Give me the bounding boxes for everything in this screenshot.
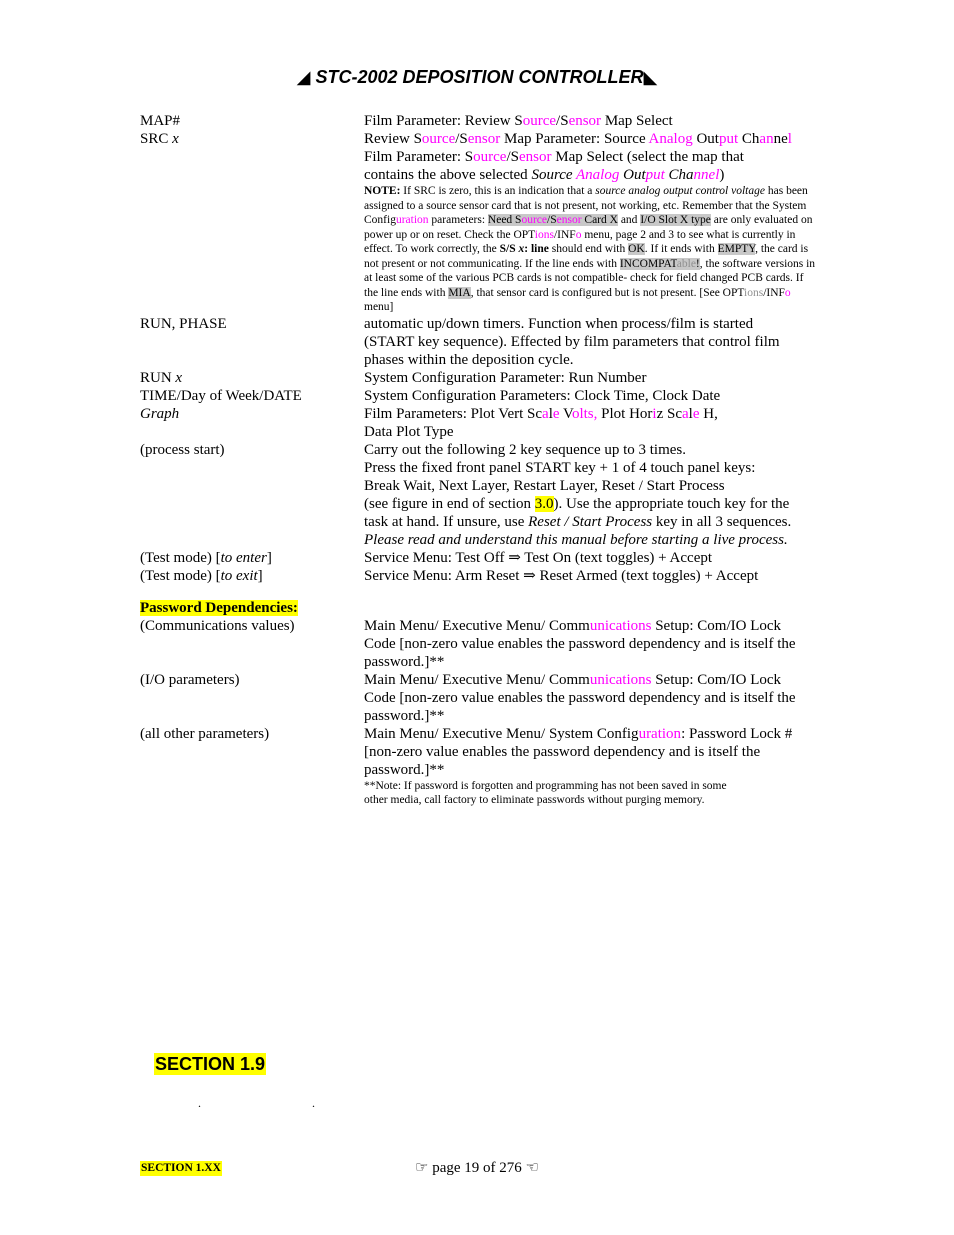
row-io xyxy=(140,671,820,725)
def-map: Film Parameter: Review Source/Sensor Map Select xyxy=(364,113,673,129)
row-other xyxy=(140,725,820,808)
row-time xyxy=(140,387,820,405)
term-map: MAP# xyxy=(140,113,181,129)
parameter-table xyxy=(140,112,820,808)
password-note: **Note: If password is forgotten and programming has not been saved in some other media, call factory to eliminate passwords without purging memory. xyxy=(364,779,727,806)
page-number-text: page 19 of 276 xyxy=(432,1160,522,1176)
page-number xyxy=(0,1159,954,1177)
term-graph: Graph xyxy=(140,405,180,422)
src-note: NOTE: If SRC is zero, this is an indication that a source analog output control voltage has been assigned to a source sensor card that is not present, not working, etc. Remember that the System Configuration parameters: Need Source/Sensor Card X and I/O Slot X type are only evaluated on power up or on reset. Check the OPTions/INFo menu, page 2 and 3 to see what is currently in effect. To work correctly, the S/S x: line should end with OK. If it ends with EMPTY, the card is not present or not communicating. If the line ends with INCOMPATable!, the software versions in at least some of the various PCB cards is not compatible- check for field changed PCB cards. If the line ends with MIA, that sensor card is configured but is not present. [See OPTions/INFo menu] xyxy=(364,185,816,313)
term-src: SRC x xyxy=(140,131,179,147)
pointing-left-hand-icon: ☜ xyxy=(525,1160,539,1176)
footer-section-label: SECTION 1.XX xyxy=(141,1162,221,1174)
def-test-exit: Service Menu: Arm Reset ⇒ Reset Armed (text toggles) + Accept xyxy=(364,567,759,584)
def-comm: Main Menu/ Executive Menu/ Communications Setup: Com/IO Lock Code [non-zero value enables the password dependency and is itself the password.]** xyxy=(364,617,796,670)
def-graph: Film Parameters: Plot Vert Scale Volts, Plot Horiz Scale H, Data Plot Type xyxy=(364,405,718,440)
def-io: Main Menu/ Executive Menu/ Communications Setup: Com/IO Lock Code [non-zero value enables the password dependency and is itself the password.]** xyxy=(364,671,796,724)
row-run-phase xyxy=(140,315,820,369)
term-run-x: RUN x xyxy=(140,369,183,386)
row-test-enter xyxy=(140,549,820,567)
def-other: Main Menu/ Executive Menu/ System Configuration: Password Lock # [non-zero value enables the password dependency and is itself the password.]** **Note: If password is forgotten and programming has not been saved in some other media, call factory to eliminate passwords without purging memory. xyxy=(364,725,816,808)
term-process-start: (process start) xyxy=(140,441,225,458)
def-src: Review Source/Sensor Map Parameter: Source Analog Output Channel Film Parameter: Source/Sensor Map Select (select the map that contains the above selected Source Analog Output Channel) NOTE: If SRC is zero, this is an indication that a source analog output control voltage has been assigned to a source sensor card that is not present, not working, etc. Remember that the System Configuration parameters: Need Source/Sensor Card X and I/O Slot X type are only evaluated on power up or on reset. Check the OPTions/INFo menu, page 2 and 3 to see what is currently in effect. To work correctly, the S/S x: line should end with OK. If it ends with EMPTY, the card is not present or not communicating. If the line ends with INCOMPATable!, the software versions in at least some of the various PCB cards is not compatible- check for field changed PCB cards. If the line ends with MIA, that sensor card is configured but is not present. [See OPTions/INFo menu] xyxy=(364,131,816,313)
document-title: STC-2002 DEPOSITION CONTROLLER xyxy=(315,67,644,87)
term-comm: (Communications values) xyxy=(140,617,295,634)
row-src xyxy=(140,130,820,315)
def-process-start: Carry out the following 2 key sequence up to 3 times. Press the fixed front panel START key + 1 of 4 touch panel keys: Break Wait, Next Layer, Restart Layer, Reset / Start Process (see figure in end of section 3.0). Use the appropriate touch key for the task at hand. If unsure, use Reset / Start Process key in all 3 sequences. Please read and understand this manual before starting a live process. xyxy=(364,441,792,548)
def-test-enter: Service Menu: Test Off ⇒ Test On (text toggles) + Accept xyxy=(364,549,713,566)
term-test-exit: (Test mode) [to exit] xyxy=(140,567,263,584)
term-io: (I/O parameters) xyxy=(140,671,240,688)
row-map xyxy=(140,112,820,130)
def-run-phase: automatic up/down timers. Function when process/film is started (START key sequence). Effected by film parameters that control film phases within the deposition cycle. xyxy=(364,315,780,368)
term-time: TIME/Day of Week/DATE xyxy=(140,387,302,404)
row-run-x xyxy=(140,369,820,387)
password-dependencies-heading: Password Dependencies: xyxy=(140,599,298,616)
row-test-exit xyxy=(140,567,820,585)
section-heading: SECTION 1.9 xyxy=(155,1054,266,1074)
row-graph xyxy=(140,405,820,441)
row-process-start xyxy=(140,441,820,549)
term-run-phase: RUN, PHASE xyxy=(140,315,227,332)
right-decoration-icon: ◣ xyxy=(643,67,658,87)
stray-dot: . xyxy=(198,1096,201,1110)
def-run-x: System Configuration Parameter: Run Number xyxy=(364,369,647,386)
term-test-enter: (Test mode) [to enter] xyxy=(140,549,272,566)
left-decoration-icon: ◢ xyxy=(296,67,311,87)
page-header xyxy=(0,66,954,88)
stray-dot: . xyxy=(312,1096,315,1110)
def-time: System Configuration Parameters: Clock Time, Clock Date xyxy=(364,387,721,404)
term-other: (all other parameters) xyxy=(140,725,270,742)
pointing-right-hand-icon: ☞ xyxy=(415,1160,429,1176)
row-comm xyxy=(140,617,820,671)
